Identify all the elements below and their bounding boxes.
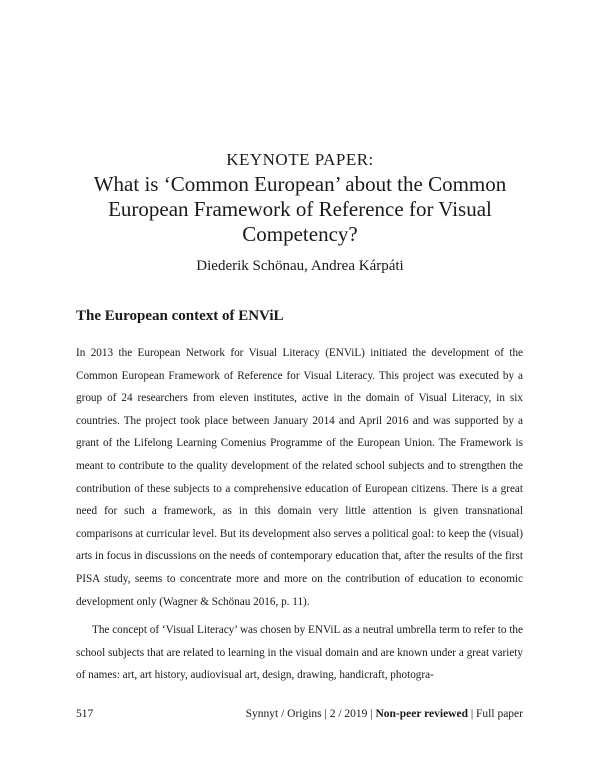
paragraph: The concept of ‘Visual Literacy’ was chosen by ENViL as a neutral umbrella term to refer to the school subjects that are related to learning in the visual domain and are known under a great variety of names: art, art history, audiovisual art, design, drawing, handicraft, photogra- [76,624,523,682]
page-footer [76,708,523,720]
authors: Diederik Schönau, Andrea Kárpáti [196,258,404,274]
section-heading: The European context of ENViL [76,308,284,324]
paper-type-label: KEYNOTE PAPER: [226,150,374,169]
page-number: 517 [76,708,94,720]
paragraph: In 2013 the European Network for Visual Literacy (ENViL) initiated the development of the Common European Framework of Reference for Visual Literacy. This project was executed by a group of 24 researchers from eleven institutes, active in the domain of Visual Literacy, in six countries. The project took place between January 2014 and April 2016 and was supported by a grant of the Lifelong Learning Comenius Programme of the European Union. The Framework is meant to contribute to the quality development of the related school subjects and to strengthen the contribution of these subjects to a comprehensive education of European citizens. There is a great need for such a framework, as in this domain very little attention is given transnational comparisons at curricular level. But its development also serves a political goal: to keep the (visual) arts in focus in discussions on the needs of contemporary education that, after the results of the first PISA study, seems to concentrate more and more on the contribution of education to economic development only (Wagner & Schönau 2016, p. 11). [76,347,523,608]
journal-info [246,708,523,720]
journal-citation: Synnyt / Origins | 2 / 2019 | [245,708,373,720]
section-body [76,342,523,687]
paper-title: What is ‘Common European’ about the Common European Framework of Reference for Visual Competency? [93,172,507,246]
paper-category: | Full paper [470,708,523,720]
review-status: Non-peer reviewed [375,708,468,720]
